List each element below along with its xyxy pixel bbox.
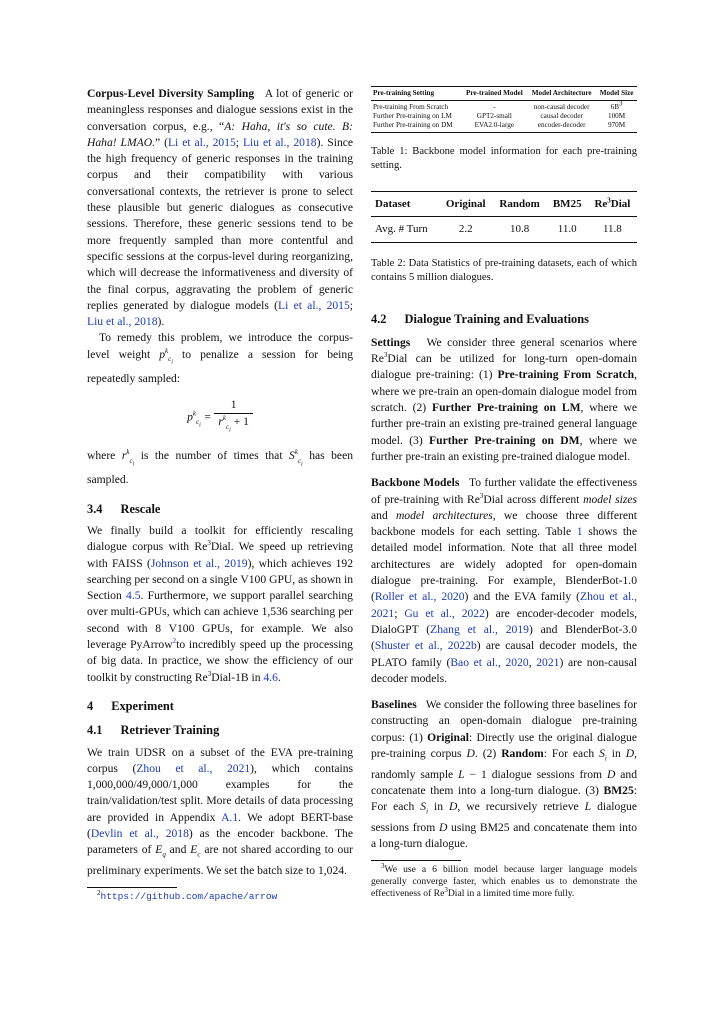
citation-link[interactable]: 2021 xyxy=(536,655,560,669)
section-heading-experiment: 4 Experiment xyxy=(87,698,174,713)
footnote-marker[interactable]: 3 xyxy=(619,99,623,108)
paragraph-where: where $r^k_{c_i}$ is the number of times that $S^k_{c_i}$ has been sampled. xyxy=(87,448,354,487)
table-1-caption: Table 1: Backbone model information for each pre-training setting. xyxy=(371,146,637,171)
run-in-heading: Corpus-Level Diversity Sampling xyxy=(87,87,255,100)
footnote-3: $^3$We use a 6 billion model because larger language models generally converge faster, which enables us to demonstrate the effectiveness of Re$^3$Dial in a limited time more fully. xyxy=(371,862,637,900)
citation-link[interactable]: Shuster et al., 2022b xyxy=(374,639,477,653)
citation-link[interactable]: Gu et al., 2022 xyxy=(404,606,485,620)
run-in-heading: Baselines xyxy=(371,698,417,712)
citation-link[interactable]: Johnson et al., 2019 xyxy=(150,556,248,570)
table-row: Pre-training From Scratch - non-causal decoder $6B^3$ xyxy=(373,99,623,111)
paragraph-backbone-models: Backbone Models To further validate the effectiveness of pre-training with Re$^3$Dial across different model sizes and model architectures, we choose three different backbone models for each setting. Table 1 shows the detailed model information. Note that all three model architectures are widely adopted for open-domain dialogue pre-training. For example, BlenderBot-1.0 (Roller et al., 2020) and the EVA family (Zhou et al., 2021; Gu et al., 2022) are encoder-decoder models, DialoGPT (Zhang et al., 2019) and BlenderBot-3.0 (Shuster et al., 2022b) are causal decoder models, the PLATO family (Bao et al., 2020, 2021) are non-causal decoder models. xyxy=(371,476,638,685)
table-row: Further Pre-training on LM GPT2-small causal decoder 100M xyxy=(373,112,626,120)
run-in-heading: Settings xyxy=(371,335,411,349)
table-row: Further Pre-training on DM EVA2.0-large encoder-decoder 970M xyxy=(371,121,637,133)
footnote-marker[interactable]: 2 xyxy=(172,637,177,646)
table-1-backbone-models: Pre-training Setting Pre-trained Model Model Architecture Model Size Pre-training From Scratch - non-causal decoder $6B^3$ Further Pre-training on LM GPT2-small causal decoder 100M Further Pre-training on DM EVA2.0-large encoder-decoder 970M xyxy=(371,86,637,133)
footnote-2: $^2$https://github.com/apache/arrow xyxy=(97,889,278,903)
section-ref-link[interactable]: 4.5 xyxy=(126,589,141,603)
section-ref-link[interactable]: 4.6 xyxy=(263,670,278,684)
citation-link[interactable]: Zhang et al., 2019 xyxy=(430,622,529,636)
appendix-ref-link[interactable]: A.1 xyxy=(221,810,239,824)
table-2-data-statistics: Dataset Original Random BM25 Re$^3$Dial Avg. # Turn 2.2 10.8 11.0 11.8 xyxy=(371,191,637,243)
citation-link[interactable]: Liu et al., 2018 xyxy=(242,135,317,149)
citation-link[interactable]: Li et al., 2015 xyxy=(167,135,236,149)
citation-link[interactable]: Liu et al., 2018 xyxy=(87,315,158,329)
equation-corpus-weight: $p^k_{c_i}$ = $\frac{1}{r^k_{c_i} + 1}$ xyxy=(87,397,353,438)
table-row: Avg. # Turn 2.2 10.8 11.0 11.8 xyxy=(371,217,637,242)
footnote-url-link[interactable]: https://github.com/apache/arrow xyxy=(100,891,278,903)
right-column xyxy=(371,86,637,900)
paragraph-rescale: We finally build a toolkit for efficiently rescaling dialogue corpus with Re$^3$Dial. We speed up retrieving with FAISS (Johnson et al., 2019), which achieves 192 searching per second on a single V100 GPU, as shown in Section 4.5. Furthermore, we support parallel searching over multi-GPUs, which can achieve 1,536 searching per second with 8 V100 GPUs, for example. We also leverage PyArrow$^2$to incredibly speed up the processing of big data. In practice, we show the efficiency of our toolkit by constructing Re$^3$Dial-1B in 4.6. xyxy=(87,523,353,684)
paragraph-baselines: Baselines We consider the following three baselines for constructing an open-domain dialogue pre-training corpus: (1) Original: Directly use the original dialogue pre-training corpus D. (2) Random: For each $S_i$ in D, randomly sample L − 1 dialogue sessions from D and concatenate them into a long-turn dialogue. (3) BM25: For each $S_i$ in D, we recursively retrieve L dialogue sessions from D using BM25 and concatenate them into a long-turn dialogue. xyxy=(371,698,638,851)
left-column xyxy=(87,86,353,903)
paragraph-corpus-level-sampling: Corpus-Level Diversity Sampling A lot of generic or meaningless responses and dialogue sessions exist in the conversation corpus, e.g., “A: Haha, it's so cute. B: Haha! LMAO.” (Li et al., 2015; Liu et al., 2018). Since the high frequency of generic responses in the training corpus and their compatibility with various conversational contexts, the retriever is prone to select these plausible but generic dialogues as consecutive sessions. Therefore, these generic sessions tend to be more frequently sampled than more contentful and specific sessions at the corpus-level during reorganizing, which will decrease the informativeness and diversity of the final corpus, aggravating the problem of generic replies generated by dialogue models (Li et al., 2015; Liu et al., 2018). xyxy=(87,87,354,329)
paragraph-remedy: To remedy this problem, we introduce the corpus-level weight $p^k_{c_i}$ to penalize a session for being repeatedly sampled: xyxy=(87,331,353,385)
citation-link[interactable]: Li et al., 2015 xyxy=(278,298,350,312)
citation-link[interactable]: Roller et al., 2020 xyxy=(374,590,465,604)
run-in-heading: Backbone Models xyxy=(371,476,460,490)
paragraph-retriever-training: We train UDSR on a subset of the EVA pre-training corpus (Zhou et al., 2021), which contains 1,000,000/49,000/1,000 examples for the train/validation/test split. More details of data processing are provided in Appendix A.1. We adopt BERT-base (Devlin et al., 2018) as the encoder backbone. The parameters of $E_q$ and $E_c$ are not shared according to our preliminary experiments. We set the batch size to 1,024. xyxy=(87,745,354,877)
section-heading-dialogue-training: 4.2 Dialogue Training and Evaluations xyxy=(371,311,589,326)
table-2-caption: Table 2: Data Statistics of pre-training datasets, each of which contains 5 million dialogues. xyxy=(371,257,637,283)
section-heading-retriever-training: 4.1 Retriever Training xyxy=(87,723,220,738)
section-heading-rescale: 3.4 Rescale xyxy=(87,501,161,516)
citation-link[interactable]: Devlin et al., 2018 xyxy=(90,826,189,840)
table-ref-link[interactable]: 1 xyxy=(576,525,583,539)
citation-link[interactable]: Bao et al., 2020 xyxy=(450,655,529,669)
paragraph-settings: Settings We consider three general scenarios where Re$^3$Dial can be utilized for long-turn open-domain dialogue pre-training: (1) Pre-training From Scratch, where we pre-train an open-domain dialogue model from scratch. (2) Further Pre-training on LM, where we further pre-train an existing pre-trained general language model. (3) Further Pre-training on DM, where we further pre-train an existing pre-trained dialogue model. xyxy=(371,335,637,463)
citation-link[interactable]: Zhou et al., 2021 xyxy=(136,761,251,775)
citation-link[interactable]: Zhou et al., 2021 xyxy=(371,590,637,620)
